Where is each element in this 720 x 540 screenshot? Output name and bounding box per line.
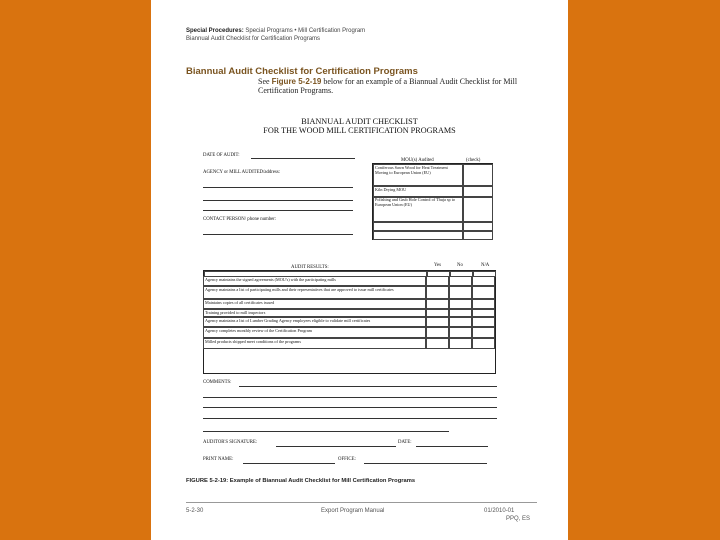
date2-label: DATE: (398, 440, 412, 445)
no-cell[interactable] (449, 276, 472, 286)
signature-line (276, 446, 396, 447)
agency-label: AGENCY or MILL AUDITED/address: (203, 170, 281, 175)
table-row (203, 299, 496, 309)
comments-label: COMMENTS: (203, 380, 232, 385)
no-cell[interactable] (449, 338, 472, 349)
na-cell[interactable] (472, 317, 495, 327)
contact-label: CONTACT PERSON/ phone number: (203, 217, 277, 222)
mou-row-3: Polishing and Grub Hole Control of Thuja sp to European Union (EU) (375, 197, 455, 207)
address-line-1 (203, 187, 353, 188)
result-row-text: Agency completes monthly review of the Certification Program (205, 328, 312, 333)
table-row (203, 327, 496, 338)
result-row-text: Agency maintains a list of participating mills and their representatives that are approved to issue mill certificates (205, 287, 394, 292)
na-cell[interactable] (472, 309, 495, 317)
no-cell[interactable] (449, 327, 472, 338)
mou-header: MOU(s) Audited (401, 158, 434, 163)
footer-code: PPQ, ES (506, 516, 531, 522)
section-title: Biannual Audit Checklist for Certification Programs (186, 66, 418, 77)
running-header (186, 27, 365, 43)
figure-link[interactable]: Figure 5-2-19 (271, 77, 322, 86)
result-row-text: Maintains copies of all certificates issued (205, 300, 275, 305)
yes-cell[interactable] (426, 338, 449, 349)
comments-line-2 (203, 397, 497, 398)
na-cell[interactable] (472, 338, 495, 349)
figure-caption: FIGURE 5-2-19: Example of Biannual Audit Checklist for Mill Certification Programs (186, 478, 416, 484)
comments-line-5 (203, 431, 449, 432)
mou-check-cell[interactable] (463, 186, 493, 197)
date-line (251, 158, 355, 159)
no-cell[interactable] (449, 286, 472, 299)
na-cell[interactable] (472, 286, 495, 299)
footer-page-number: 5-2-30 (186, 508, 204, 514)
result-row-text: Agency maintains the signed agreements (MOU's) with the participating mills (205, 277, 336, 282)
footer-divider (186, 502, 537, 503)
result-row-text: Training provided to mill inspectors (205, 310, 266, 315)
checklist-title-2: FOR THE WOOD MILL CERTIFICATION PROGRAMS (263, 126, 456, 135)
mou-cell (373, 231, 463, 240)
yes-cell[interactable] (426, 309, 449, 317)
mou-row-2: Kiln Drying MOU (375, 187, 407, 192)
col-no: No (457, 263, 463, 268)
address-line-3 (203, 210, 353, 211)
header-section: Special Procedures: (186, 28, 244, 34)
comments-line-1 (239, 386, 497, 387)
mou-check-cell[interactable] (463, 197, 493, 222)
print-name-line (243, 463, 335, 464)
checklist-title-1: BIANNUAL AUDIT CHECKLIST (301, 117, 418, 126)
figure-reference-text (258, 77, 538, 95)
yes-cell[interactable] (426, 327, 449, 338)
result-row-text: Milled products shipped meet conditions of the programs (205, 339, 301, 344)
header-program: Special Programs • Mill Certification Program (243, 28, 366, 34)
print-name-label: PRINT NAME: (203, 457, 234, 462)
office-label: OFFICE: (338, 457, 356, 462)
mou-check-cell[interactable] (463, 222, 493, 231)
no-cell[interactable] (449, 299, 472, 309)
no-cell[interactable] (449, 309, 472, 317)
date2-line (416, 446, 488, 447)
na-cell[interactable] (472, 327, 495, 338)
no-cell[interactable] (449, 317, 472, 327)
na-cell[interactable] (472, 276, 495, 286)
col-na: N/A (481, 263, 490, 268)
yes-cell[interactable] (426, 299, 449, 309)
date-of-audit-label: DATE OF AUDIT: (203, 153, 240, 158)
mou-check-cell[interactable] (463, 164, 493, 186)
results-header: AUDIT RESULTS: (291, 265, 329, 270)
comments-line-3 (203, 407, 497, 408)
table-row (203, 276, 496, 286)
yes-cell[interactable] (426, 317, 449, 327)
na-cell[interactable] (472, 299, 495, 309)
document-page (151, 0, 568, 540)
col-yes: Yes (434, 263, 441, 268)
signature-label: AUDITOR'S SIGNATURE: (203, 440, 258, 445)
check-header: (check) (466, 158, 481, 163)
table-row (203, 338, 496, 349)
yes-cell[interactable] (426, 276, 449, 286)
table-row (203, 317, 496, 327)
comments-line-4 (203, 418, 497, 419)
office-line (364, 463, 487, 464)
result-row-text: Agency maintains a list of Lumber Grading Agency employees eligible to validate mill certificates (205, 318, 371, 323)
address-line-2 (203, 200, 353, 201)
footer-manual-title: Export Program Manual (321, 508, 385, 514)
table-row (203, 309, 496, 317)
footer-date: 01/2010-01 (484, 508, 515, 514)
mou-row-1: Coniferous Sawn Wood for Heat Treatment Moving to European Union (EU) (375, 165, 448, 175)
mou-check-cell[interactable] (463, 231, 493, 240)
mou-cell (373, 222, 463, 231)
contact-line (203, 234, 353, 235)
table-row (203, 286, 496, 299)
header-subtitle: Biannual Audit Checklist for Certification Programs (186, 36, 321, 42)
yes-cell[interactable] (426, 286, 449, 299)
see-after: below for an example of a Biannual Audit Checklist for Mill Certification Programs. (258, 77, 518, 95)
see-before: See (258, 77, 272, 86)
